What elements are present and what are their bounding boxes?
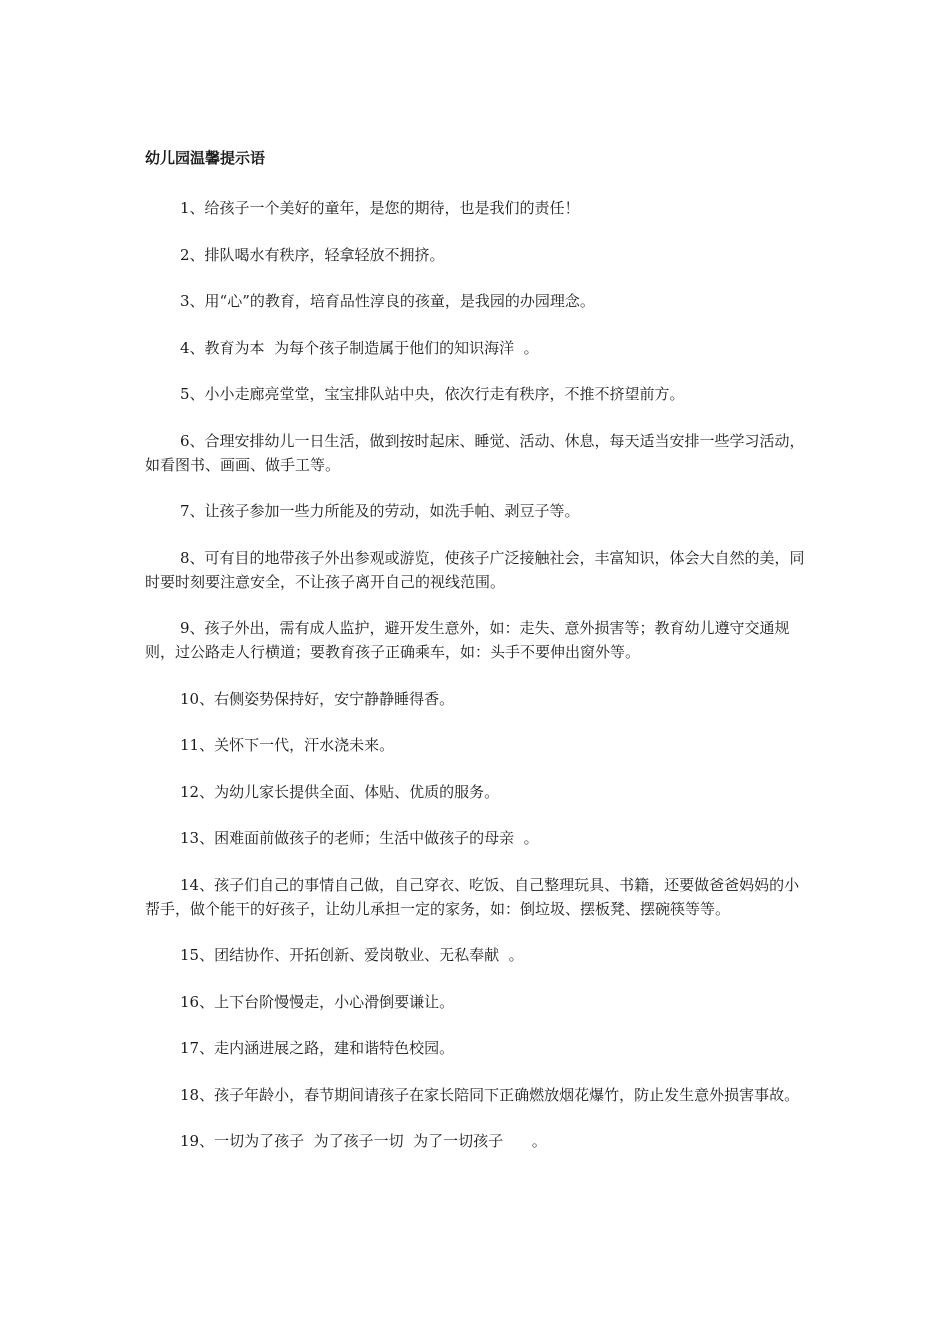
tip-item-3: 3、用“心”的教育，培育品性淳良的孩童，是我园的办园理念。	[180, 292, 595, 310]
tip-item-9: 9、孩子外出，需有成人监护，避开发生意外，如：走失、意外损害等；教育幼儿遵守交通规则，过公路走人行横道；要教育孩子正确乘车，如：头手不要伸出窗外等。	[145, 619, 790, 661]
document-title: 幼儿园温馨提示语	[145, 149, 266, 167]
tip-item-16: 16、上下台阶慢慢走，小心滑倒要谦让。	[180, 992, 455, 1011]
tip-item-17: 17、走内涵进展之路，建和谐特色校园。	[180, 1039, 455, 1057]
tip-item-19: 19、一切为了孩子 为了孩子一切 为了一切孩子 。	[180, 1132, 547, 1150]
tip-item-12: 12、为幼儿家长提供全面、体贴、优质的服务。	[180, 782, 500, 801]
tip-item-1: 1、给孩子一个美好的童年，是您的期待，也是我们的责任！	[180, 199, 580, 217]
tips-list	[145, 196, 810, 1176]
tip-item-14: 14、孩子们自己的事情自己做，自己穿衣、吃饭、自己整理玩具、书籍，还要做爸爸妈妈的小帮手，做个能干的好孩子，让幼儿承担一定的家务，如：倒垃圾、摆板凳、摆碗筷等等。	[145, 875, 800, 918]
tip-item-8: 8、可有目的地带孩子外出参观或游览，使孩子广泛接触社会，丰富知识，体会大自然的美，同时要时刻要注意安全，不让孩子离开自己的视线范围。	[145, 548, 805, 591]
tip-item-10: 10、右侧姿势保持好，安宁静静睡得香。	[180, 689, 455, 708]
tip-item-15: 15、团结协作、开拓创新、爱岗敬业、无私奉献 。	[180, 946, 524, 964]
tip-item-7: 7、让孩子参加一些力所能及的劳动，如洗手帕、剥豆子等。	[180, 502, 580, 520]
tip-item-4: 4、教育为本 为每个孩子制造属于他们的知识海洋 。	[180, 338, 539, 357]
tip-item-6: 6、合理安排幼儿一日生活，做到按时起床、睡觉、活动、休息，每天适当安排一些学习活动，如看图书、画画、做手工等。	[145, 431, 805, 474]
tip-item-5: 5、小小走廊亮堂堂，宝宝排队站中央，依次行走有秩序，不推不挤望前方。	[180, 385, 685, 403]
tip-item-18: 18、孩子年龄小，春节期间请孩子在家长陪同下正确燃放烟花爆竹，防止发生意外损害事故。	[180, 1085, 800, 1104]
tip-item-13: 13、困难面前做孩子的老师；生活中做孩子的母亲 。	[180, 829, 539, 847]
tip-item-11: 11、关怀下一代，汗水浇未来。	[180, 736, 395, 754]
tip-item-2: 2、排队喝水有秩序，轻拿轻放不拥挤。	[180, 245, 445, 264]
